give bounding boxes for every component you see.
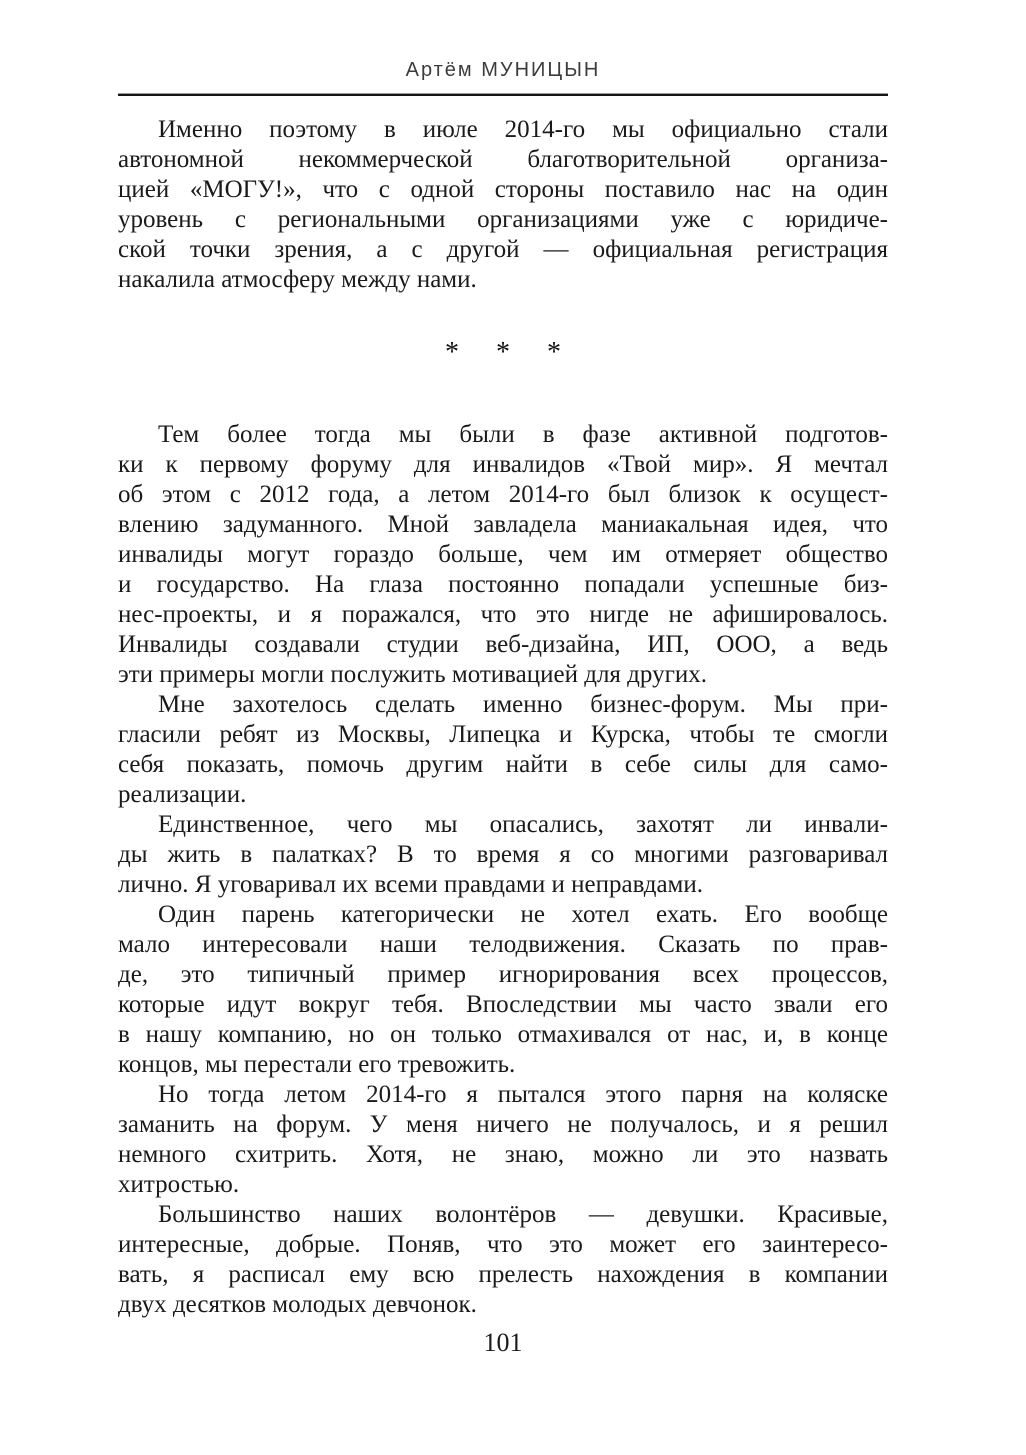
text-line: нес-проекты, и я поражался, что это нигде не афишировалось.	[118, 601, 888, 628]
text-line: мало интересовали наши телодвижения. Сказать по прав-	[118, 931, 888, 958]
text-line: Один парень категорически не хотел ехать. Его вообще	[158, 901, 888, 928]
text-line: Именно поэтому в июле 2014-го мы официально стали	[158, 116, 888, 143]
paragraph-reluctant-guy	[118, 900, 888, 1080]
running-header: Артём МУНИЦЫН	[405, 59, 601, 81]
paragraph-trick-attempt	[118, 1080, 888, 1200]
paragraph-forum-preparation	[118, 420, 888, 690]
text-line: Инвалиды создавали студии веб-дизайна, ИП, ООО, а ведь	[118, 631, 888, 658]
text-line: гласили ребят из Москвы, Липецка и Курска, чтобы те смогли	[118, 721, 888, 748]
text-line: в нашу компанию, но он только отмахивался от нас, и, в конце	[118, 1021, 888, 1048]
text-line: Большинство наших волонтёров — девушки. Красивые,	[158, 1201, 888, 1228]
text-line: цией «МОГУ!», что с одной стороны поставило нас на один	[118, 176, 888, 203]
page-body	[118, 115, 888, 1320]
text-line: де, это типичный пример игнорирования всех процессов,	[118, 961, 888, 988]
text-line: ды жить в палатках? В то время я со многими разговаривал	[118, 841, 888, 868]
paragraph-intro	[118, 115, 888, 295]
paragraph-business-forum	[118, 690, 888, 810]
text-line: Мне захотелось сделать именно бизнес-форум. Мы при-	[158, 691, 888, 718]
text-line: которые идут вокруг тебя. Впоследствии мы часто звали его	[118, 991, 888, 1018]
text-line: ки к первому форуму для инвалидов «Твой мир». Я мечтал	[118, 451, 888, 478]
text-line: Единственное, чего мы опасались, захотят ли инвали-	[158, 811, 888, 838]
text-line: реализации.	[118, 781, 247, 808]
text-line: Тем более тогда мы были в фазе активной подготов-	[158, 421, 888, 448]
text-line: Но тогда летом 2014-го я пытался этого парня на коляске	[158, 1081, 888, 1108]
text-line: эти примеры могли послужить мотивацией для других.	[118, 661, 707, 688]
text-line: об этом с 2012 года, а летом 2014-го был близок к осущест-	[118, 481, 888, 508]
page-number: 101	[483, 1328, 523, 1357]
text-line: и государство. На глаза постоянно попадали успешные биз-	[118, 571, 888, 598]
text-line: заманить на форум. У меня ничего не получалось, и я решил	[118, 1111, 888, 1138]
text-line: немного схитрить. Хотя, не знаю, можно ли это назвать	[118, 1141, 888, 1168]
text-line: автономной некоммерческой благотворительной организа-	[118, 146, 888, 173]
text-line: двух десятков молодых девчонок.	[118, 1291, 477, 1318]
text-line: интересные, добрые. Поняв, что это может его заинтересо-	[118, 1231, 888, 1258]
text-line: хитростью.	[118, 1171, 240, 1198]
text-line: влению задуманного. Мной завладела маниакальная идея, что	[118, 511, 888, 538]
paragraph-volunteers	[118, 1200, 888, 1320]
text-line: ской точки зрения, а с другой — официальная регистрация	[118, 236, 888, 263]
header-rule	[118, 93, 888, 96]
text-line: вать, я расписал ему всю прелесть нахождения в компании	[118, 1261, 888, 1288]
text-line: лично. Я уговаривал их всеми правдами и неправдами.	[118, 871, 704, 898]
text-line: инвалиды могут гораздо больше, чем им отмеряет общество	[118, 541, 888, 568]
section-separator: * * *	[445, 337, 561, 368]
text-line: себя показать, помочь другим найти в себе силы для само-	[118, 751, 888, 778]
text-line: концов, мы перестали его тревожить.	[118, 1051, 516, 1078]
text-line: уровень с региональными организациями уже с юридиче-	[118, 206, 888, 233]
paragraph-tents-concern	[118, 810, 888, 900]
text-line: накалила атмосферу между нами.	[118, 266, 477, 293]
